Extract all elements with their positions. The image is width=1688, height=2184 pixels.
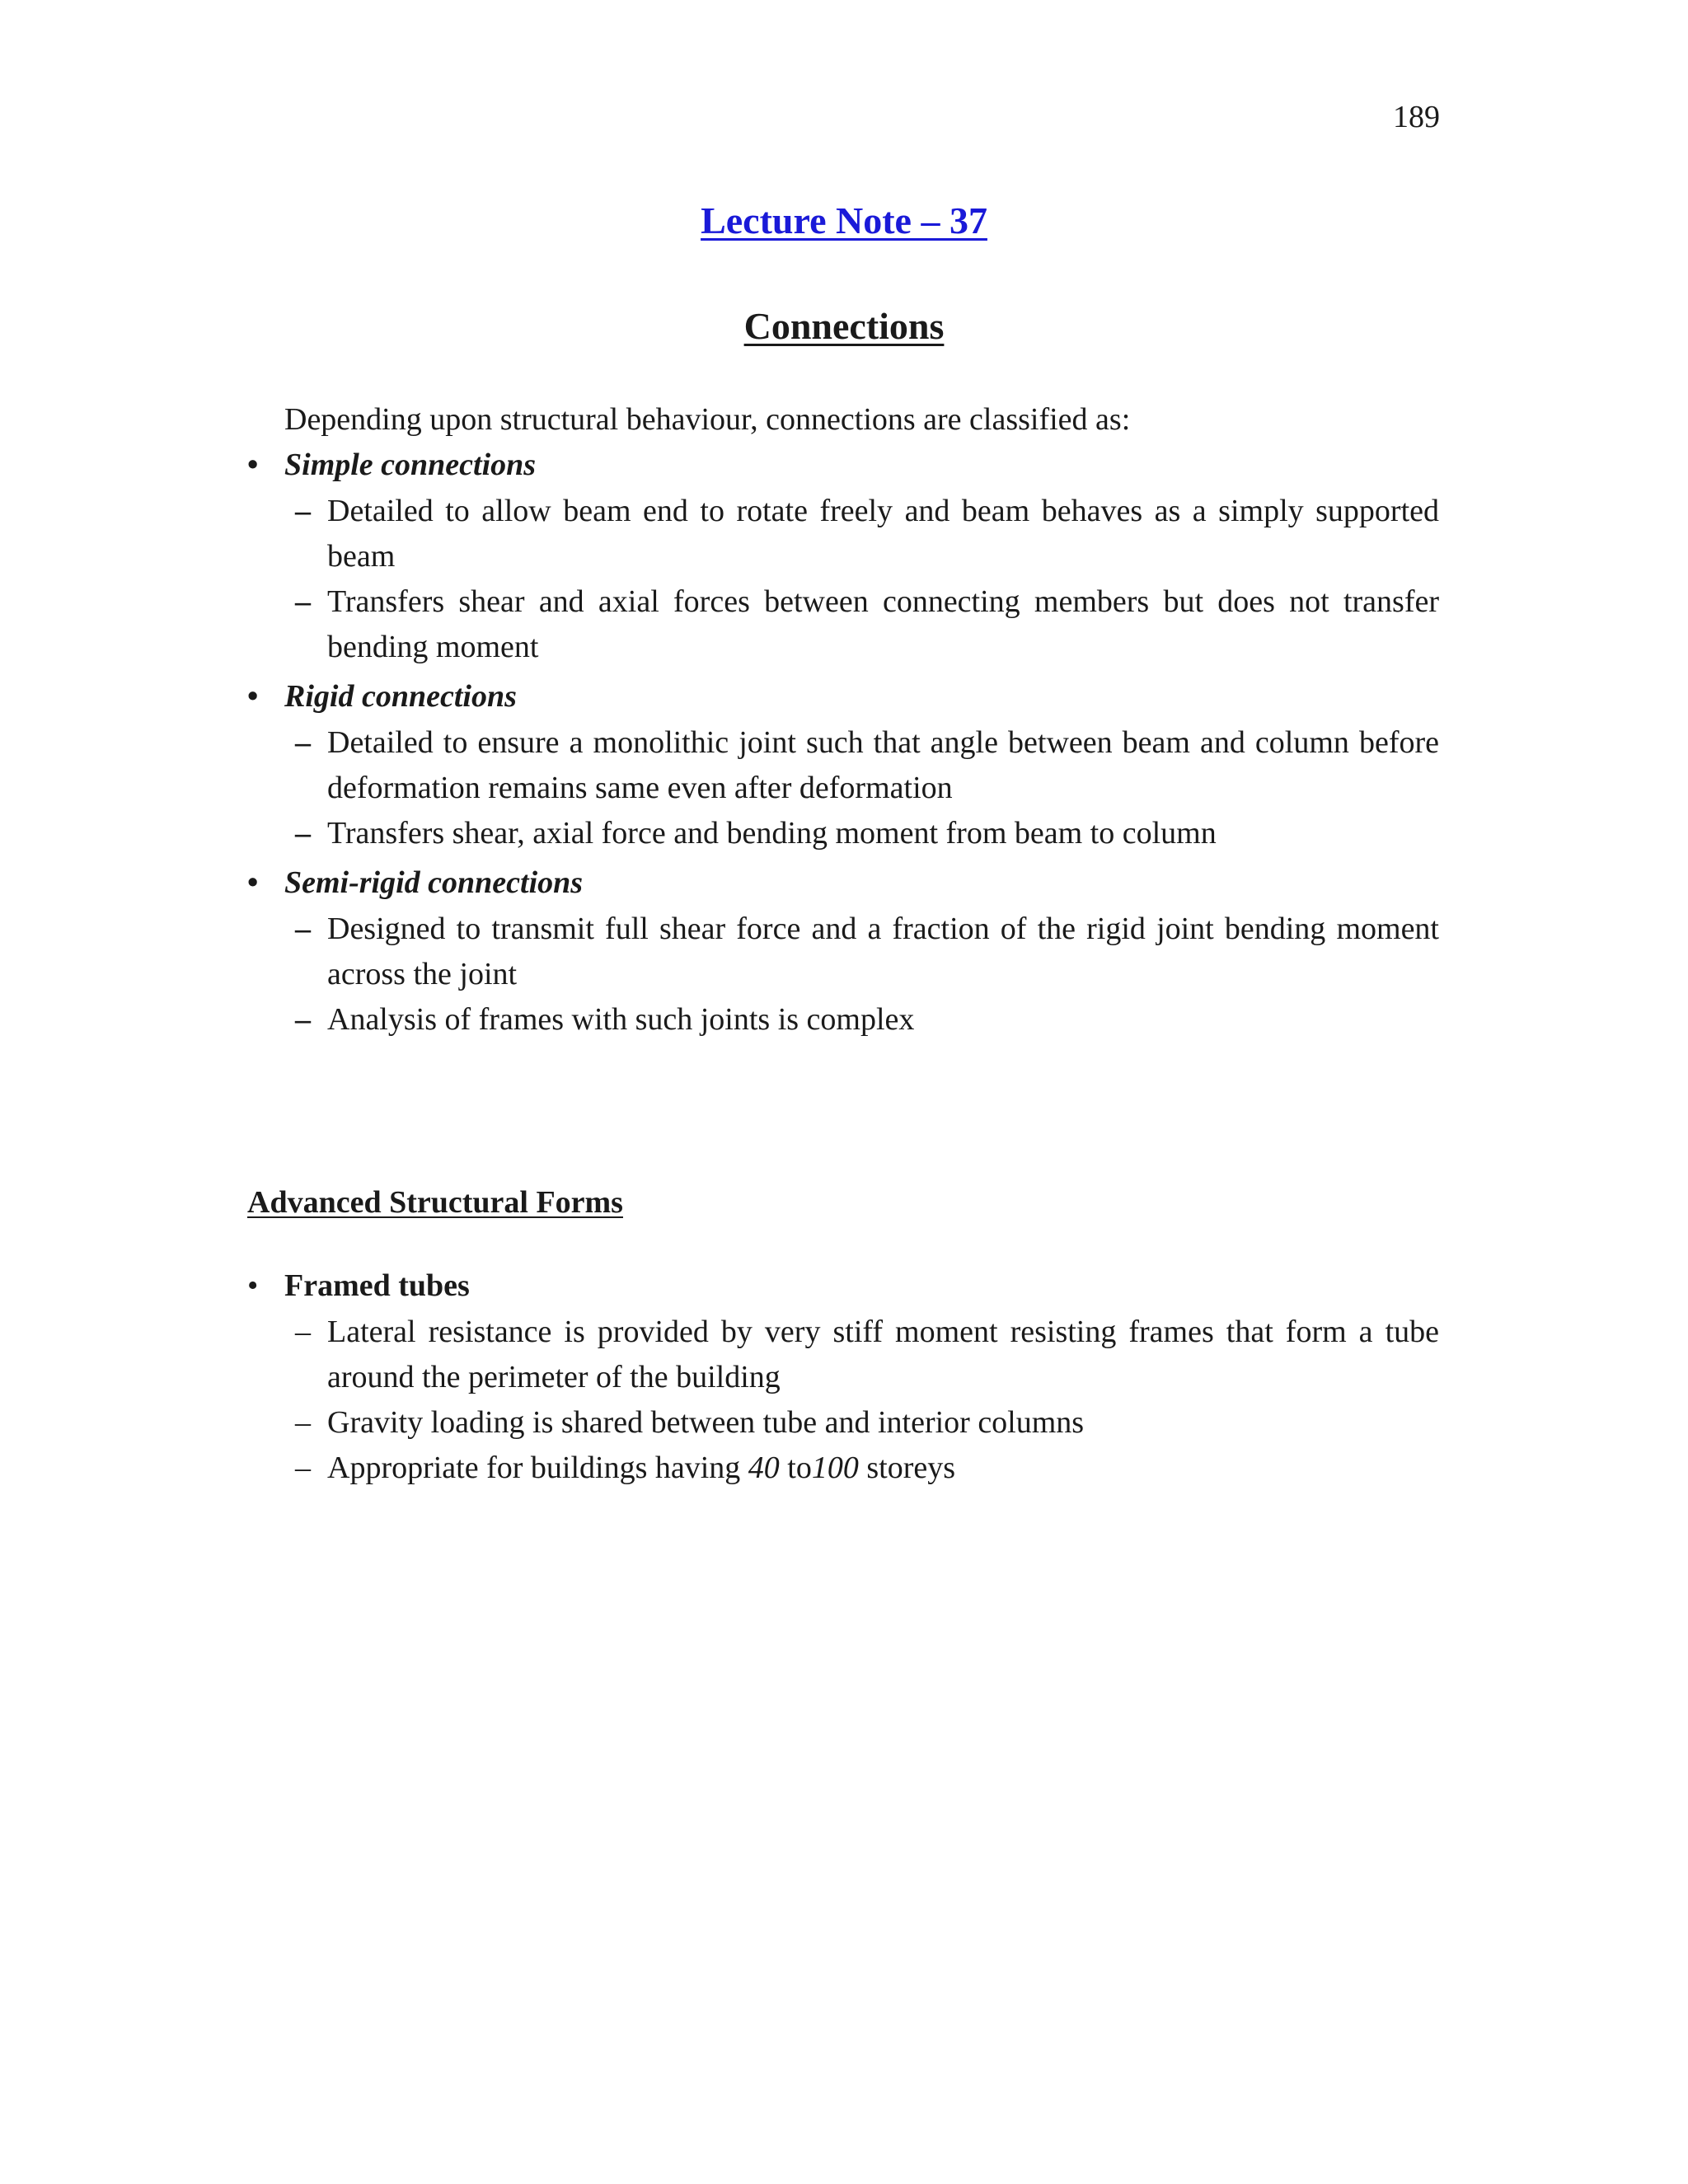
- bullet-heading-text: Simple connections: [284, 448, 537, 482]
- bullet-heading: [247, 674, 1439, 720]
- intro-paragraph: Depending upon structural behaviour, connections are classified as:: [284, 402, 1131, 437]
- list-item-text: [327, 1451, 955, 1485]
- bullet-heading: [247, 860, 1439, 907]
- list-item-text: Detailed to ensure a monolithic joint such that angle between beam and column before deformation remains same even after deformation: [327, 725, 1439, 805]
- list-item-text: Detailed to allow beam end to rotate freely and beam behaves as a simply supported beam: [327, 494, 1439, 574]
- storeys-prefix: Appropriate for buildings having: [327, 1451, 748, 1485]
- storeys-to: 100: [811, 1451, 859, 1485]
- bullet-icon: •: [247, 679, 259, 714]
- dash-icon: –: [295, 912, 311, 946]
- bullet-icon: •: [247, 865, 259, 900]
- list-item-text: Analysis of frames with such joints is complex: [327, 1002, 915, 1037]
- connection-type-rigid: [247, 674, 1439, 856]
- bullet-heading-text: Semi-rigid connections: [284, 865, 584, 900]
- dash-icon: –: [295, 1315, 311, 1349]
- dash-icon: –: [295, 1451, 311, 1485]
- storeys-joiner: to: [779, 1451, 812, 1485]
- dash-icon: –: [295, 584, 311, 619]
- dash-icon: –: [295, 816, 311, 851]
- bullet-heading-text: Framed tubes: [284, 1268, 470, 1303]
- dash-icon: –: [295, 725, 311, 760]
- dash-icon: –: [295, 494, 311, 528]
- list-item-text: Lateral resistance is provided by very stiff moment resisting frames that form a tube around the perimeter of the building: [327, 1315, 1439, 1394]
- list-item: [247, 489, 1439, 579]
- list-item: [247, 907, 1439, 997]
- bullet-heading: [247, 443, 1439, 489]
- list-item: [247, 1310, 1439, 1400]
- page-number: 189: [1393, 100, 1440, 134]
- connection-type-semi-rigid: [247, 860, 1439, 1043]
- list-item: [247, 1400, 1439, 1446]
- storeys-from: 40: [748, 1451, 780, 1485]
- lecture-title: [0, 198, 1688, 244]
- list-item-text: Transfers shear and axial forces between connecting members but does not transfer bending moment: [327, 584, 1439, 664]
- bullet-heading: [247, 1263, 1439, 1310]
- list-item-text: Transfers shear, axial force and bending moment from beam to column: [327, 816, 1217, 851]
- section-title: Connections: [743, 305, 945, 347]
- list-item: [247, 1446, 1439, 1491]
- advanced-form-framed-tubes: [247, 1263, 1439, 1491]
- connection-type-simple: [247, 443, 1439, 670]
- list-item: [247, 811, 1439, 856]
- bullet-icon: •: [247, 1268, 259, 1303]
- bullet-icon: •: [247, 448, 259, 482]
- list-item-text: Gravity loading is shared between tube and interior columns: [327, 1405, 1085, 1440]
- list-item: [247, 720, 1439, 811]
- storeys-suffix: storeys: [858, 1451, 956, 1485]
- list-item: [247, 997, 1439, 1043]
- dash-icon: –: [295, 1405, 311, 1440]
- lecture-title-link[interactable]: Lecture Note – 37: [701, 199, 987, 241]
- list-item: [247, 579, 1439, 670]
- dash-icon: –: [295, 1002, 311, 1037]
- advanced-forms-heading: Advanced Structural Forms: [247, 1185, 623, 1220]
- list-item-text: Designed to transmit full shear force and a fraction of the rigid joint bending moment across the joint: [327, 912, 1439, 991]
- bullet-heading-text: Rigid connections: [284, 679, 517, 714]
